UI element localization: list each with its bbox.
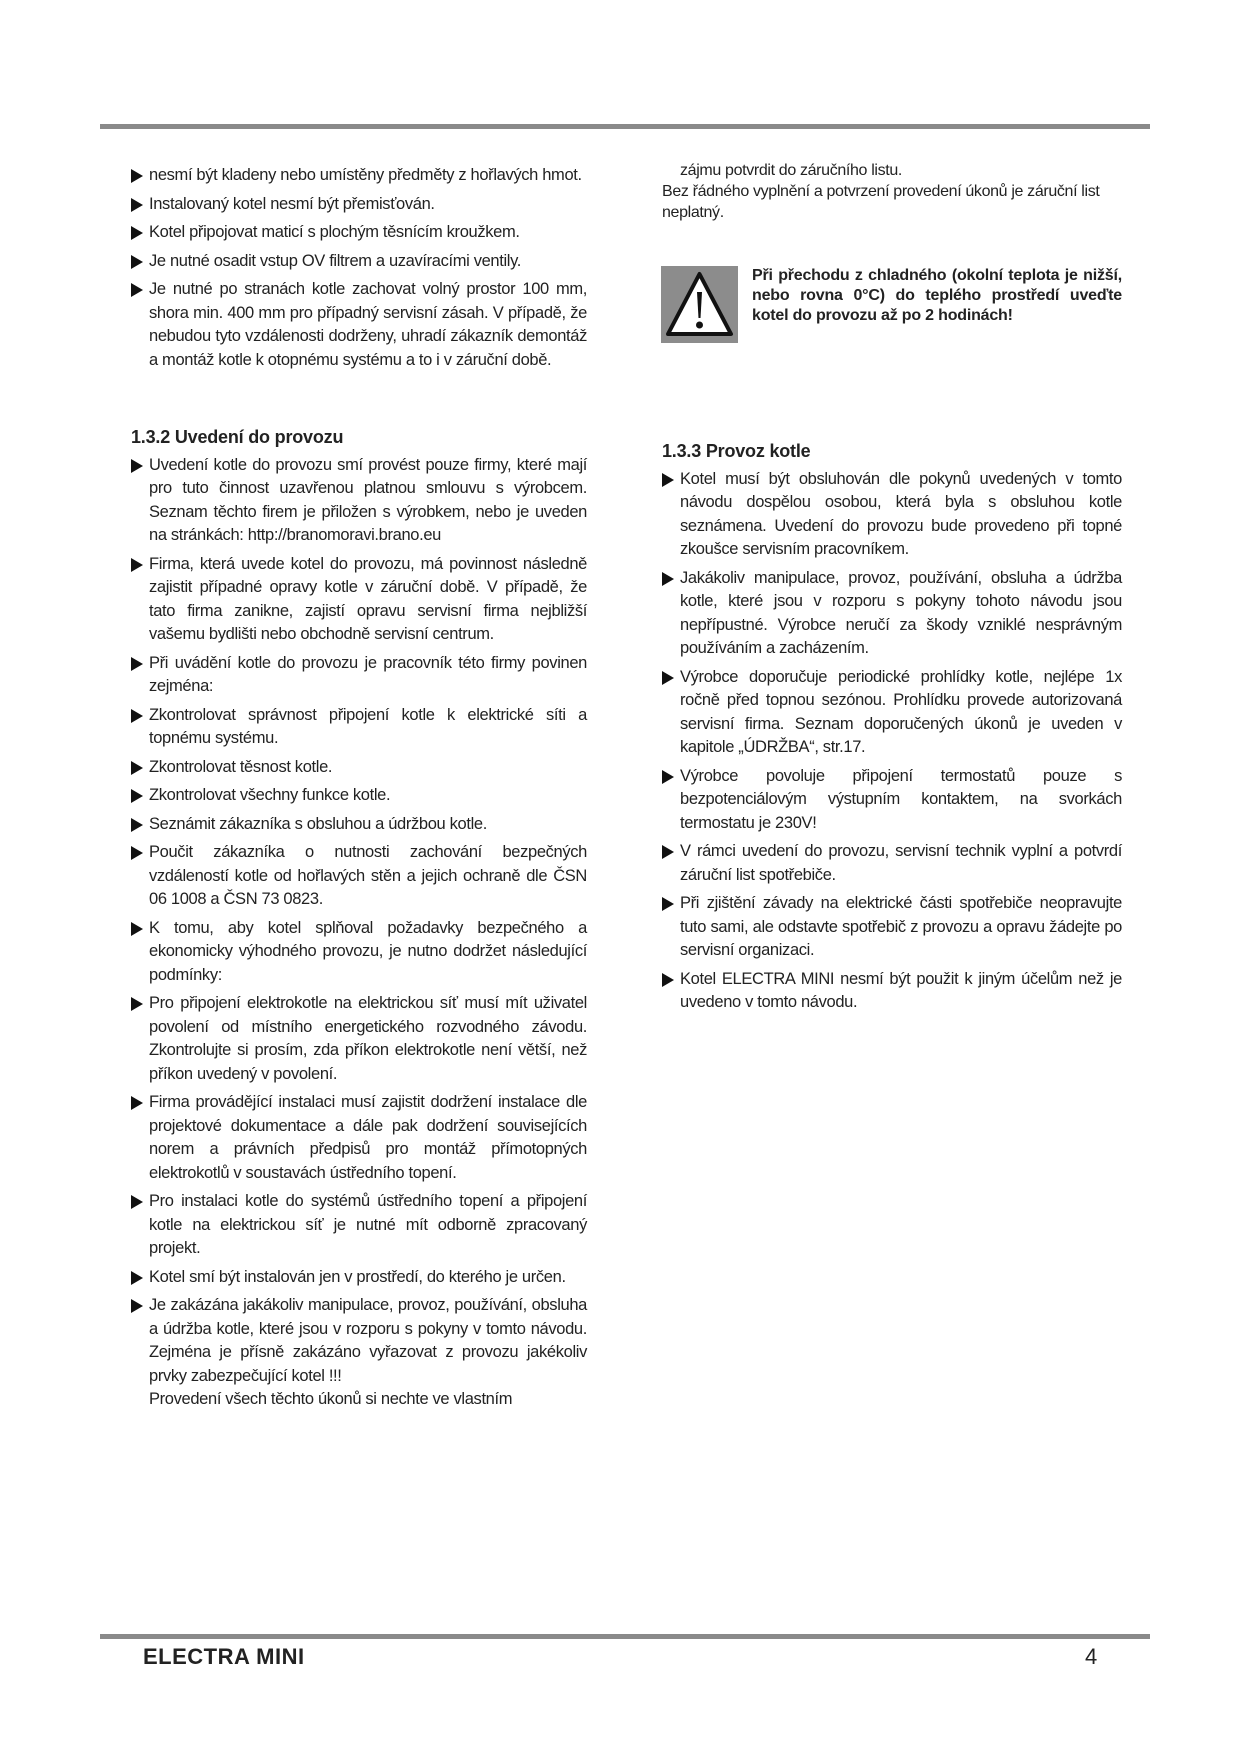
bullet-arrow-icon <box>662 897 674 911</box>
bullet-item <box>131 250 587 274</box>
bullet-item <box>131 164 587 188</box>
bullet-item <box>131 553 587 647</box>
bullet-item <box>662 666 1122 760</box>
top-rule <box>100 124 1150 129</box>
bullet-text: Kotel smí být instalován jen v prostředí, do kterého je určen. <box>149 1267 566 1286</box>
bullet-item <box>131 704 587 751</box>
bullet-text: Firma provádějící instalaci musí zajistit dodržení instalace dle projektové dokumentace a dále pak dodržení souvisejících norem a právních předpisů pro montáž přímotopných elektrokotlů v soustavách ústředního topení. <box>149 1093 587 1182</box>
bullet-text: Firma, která uvede kotel do provozu, má povinnost následně zajistit případné opravy kotle v záruční době. V případě, že tato firma zanikne, zajistí opravu servisní firma nejbližší vašemu bydlišti nebo obchodně servisní centrum. <box>149 554 587 643</box>
warning-box <box>661 266 1121 346</box>
bullet-item <box>131 1190 587 1261</box>
bullet-item <box>131 454 587 548</box>
continuation-text: zájmu potvrdit do záručního listu. <box>680 162 902 179</box>
bullet-item <box>662 892 1122 963</box>
bullet-item <box>662 567 1122 661</box>
bullet-item <box>662 840 1122 887</box>
bullet-item <box>131 992 587 1086</box>
right-column <box>662 160 1122 223</box>
section-title-provoz: 1.3.3 Provoz kotle <box>662 441 811 461</box>
bullet-arrow-icon <box>131 169 143 183</box>
bullet-text: V rámci uvedení do provozu, servisní technik vyplní a potvrdí záruční list spotřebiče. <box>680 842 1122 884</box>
bullet-text: Je zakázána jakákoliv manipulace, provoz, používání, obsluha a údržba kotle, které jsou v rozporu s pokyny v tomto návodu. Zejména je přísně zakázáno vyřazovat z provozu jakékoliv prvky zabezpečující kotel !!! <box>149 1296 587 1385</box>
bullet-text: Instalovaný kotel nesmí být přemisťován. <box>149 194 435 213</box>
bullet-text: Kotel připojovat maticí s plochým těsnícím kroužkem. <box>149 223 520 241</box>
warning-text: Při přechodu z chladného (okolní teplota je nižší, nebo rovna 0°C) do teplého prostředí uveďte kotel do provozu až po 2 hodinách! <box>752 267 1122 324</box>
bullet-item <box>131 193 587 217</box>
bullet-text: Při zjištění závady na elektrické části spotřebiče neopravujte tuto sami, ale odstavte spotřebič z provozu a opravu žádejte po servisní organizaci. <box>680 894 1122 959</box>
bullet-arrow-icon <box>131 789 143 803</box>
bullet-arrow-icon <box>131 657 143 671</box>
bullet-item <box>131 841 587 912</box>
bullet-item <box>662 765 1122 836</box>
bullet-text: Uvedení kotle do provozu smí provést pouze firmy, které mají pro tuto činnost uzavřenou platnou smlouvu s výrobcem. Seznam těchto firem je přiložen s výrobkem, nebo je uveden na stránkách: http://branomoravi.brano.eu <box>149 455 587 544</box>
bullet-arrow-icon <box>131 818 143 832</box>
bullet-text: Jakákoliv manipulace, provoz, používání, obsluha a údržba kotle, které jsou v rozporu s pokyny tohoto návodu jsou nepřípustné. Výrobce neručí za škody vzniklé nesprávným používáním a zacházením. <box>680 568 1122 657</box>
bullet-text: Je nutné osadit vstup OV filtrem a uzavíracími ventily. <box>149 251 522 270</box>
bullet-arrow-icon <box>131 459 143 473</box>
bullet-arrow-icon <box>131 1096 143 1110</box>
right-column-lower <box>662 440 1122 1020</box>
bullet-arrow-icon <box>662 770 674 784</box>
bullet-item <box>131 221 587 245</box>
bullet-arrow-icon <box>131 226 143 240</box>
bullet-arrow-icon <box>662 671 674 685</box>
warning-icon <box>661 266 738 343</box>
bullet-text: Poučit zákazníka o nutnosti zachování bezpečných vzdáleností kotle od hořlavých stěn a jejich ochraně dle ČSN 06 1008 a ČSN 73 0823. <box>149 843 587 908</box>
bullet-item <box>662 468 1122 562</box>
continuation-text: Provedení všech těchto úkonů si nechte ve vlastním <box>149 1390 513 1408</box>
bullet-item <box>131 813 587 837</box>
bullet-text: nesmí být kladeny nebo umístěny předměty z hořlavých hmot. <box>149 166 582 184</box>
bullet-arrow-icon <box>131 1271 143 1285</box>
bullet-arrow-icon <box>131 922 143 936</box>
bullet-item <box>131 784 587 808</box>
bullet-text: Je nutné po stranách kotle zachovat volný prostor 100 mm, shora min. 400 mm pro případný servisní zásah. V případě, že nebudou tyto vzdálenosti dodrženy, uhradí zákazník demontáž a montáž kotle k otopnému systému a to i v záruční době. <box>149 280 587 369</box>
section-title-uvedeni: 1.3.2 Uvedení do provozu <box>131 427 344 447</box>
bullet-arrow-icon <box>131 255 143 269</box>
bullet-text: Zkontrolovat těsnost kotle. <box>149 757 333 776</box>
bullet-arrow-icon <box>131 1299 143 1313</box>
bullet-item <box>131 1266 587 1290</box>
bullet-arrow-icon <box>131 997 143 1011</box>
bullet-arrow-icon <box>131 709 143 723</box>
bullet-item <box>131 917 587 988</box>
bullet-arrow-icon <box>131 761 143 775</box>
bottom-rule <box>100 1634 1150 1639</box>
left-column <box>131 164 587 1417</box>
bullet-arrow-icon <box>662 473 674 487</box>
bullet-arrow-icon <box>131 198 143 212</box>
bullet-item <box>131 278 587 372</box>
bullet-item <box>131 1091 587 1185</box>
bullet-text: K tomu, aby kotel splňoval požadavky bezpečného a ekonomicky výhodného provozu, je nutno dodržet následující podmínky: <box>149 918 587 984</box>
bullet-text: Zkontrolovat všechny funkce kotle. <box>149 786 391 804</box>
bullet-text: Kotel musí být obsluhován dle pokynů uvedených v tomto návodu dospělou osobou, která byla s obsluhou kotle seznámena. Uvedení do provozu bude provedeno při topné zkoušce servisním pracovníkem. <box>680 469 1122 558</box>
bullet-item <box>131 1294 587 1388</box>
bullet-arrow-icon <box>131 846 143 860</box>
bullet-arrow-icon <box>662 845 674 859</box>
bullet-text: Kotel ELECTRA MINI nesmí být použit k jiným účelům než je uvedeno v tomto návodu. <box>680 969 1122 1011</box>
footer-product-name: ELECTRA MINI <box>143 1644 305 1669</box>
bullet-text: Zkontrolovat správnost připojení kotle k elektrické síti a topnému systému. <box>149 705 587 747</box>
bullet-arrow-icon <box>662 572 674 586</box>
bullet-item <box>131 652 587 699</box>
bullet-text: Při uvádění kotle do provozu je pracovník této firmy povinen zejména: <box>149 653 587 695</box>
bullet-arrow-icon <box>131 558 143 572</box>
bullet-item <box>131 756 587 780</box>
bullet-text: Pro připojení elektrokotle na elektrickou síť musí mít uživatel povolení od místního energetického rozvodného závodu. Zkontrolujte si prosím, zda příkon elektrokotle není větší, než příkon uvedený v povolení. <box>149 994 587 1083</box>
bullet-arrow-icon <box>131 1195 143 1209</box>
bullet-text: Pro instalaci kotle do systémů ústředního topení a připojení kotle na elektrickou síť je nutné mít odborně zpracovaný projekt. <box>149 1192 587 1257</box>
bullet-text: Výrobce doporučuje periodické prohlídky kotle, nejlépe 1x ročně před topnou sezónou. Prohlídku provede autorizovaná servisní firma. Seznam doporučených úkonů je uveden v kapitole „ÚDRŽBA“, str.17. <box>680 667 1122 756</box>
bullet-text: Seznámit zákazníka s obsluhou a údržbou kotle. <box>149 814 487 833</box>
bullet-arrow-icon <box>662 973 674 987</box>
bullet-arrow-icon <box>131 283 143 297</box>
warranty-note: Bez řádného vyplnění a potvrzení provedení úkonů je záruční list neplatný. <box>662 183 1100 221</box>
bullet-item <box>662 968 1122 1015</box>
page-number: 4 <box>1085 1644 1098 1669</box>
bullet-text: Výrobce povoluje připojení termostatů pouze s bezpotenciálovým výstupním kontaktem, na svorkách termostatu je 230V! <box>680 766 1122 832</box>
